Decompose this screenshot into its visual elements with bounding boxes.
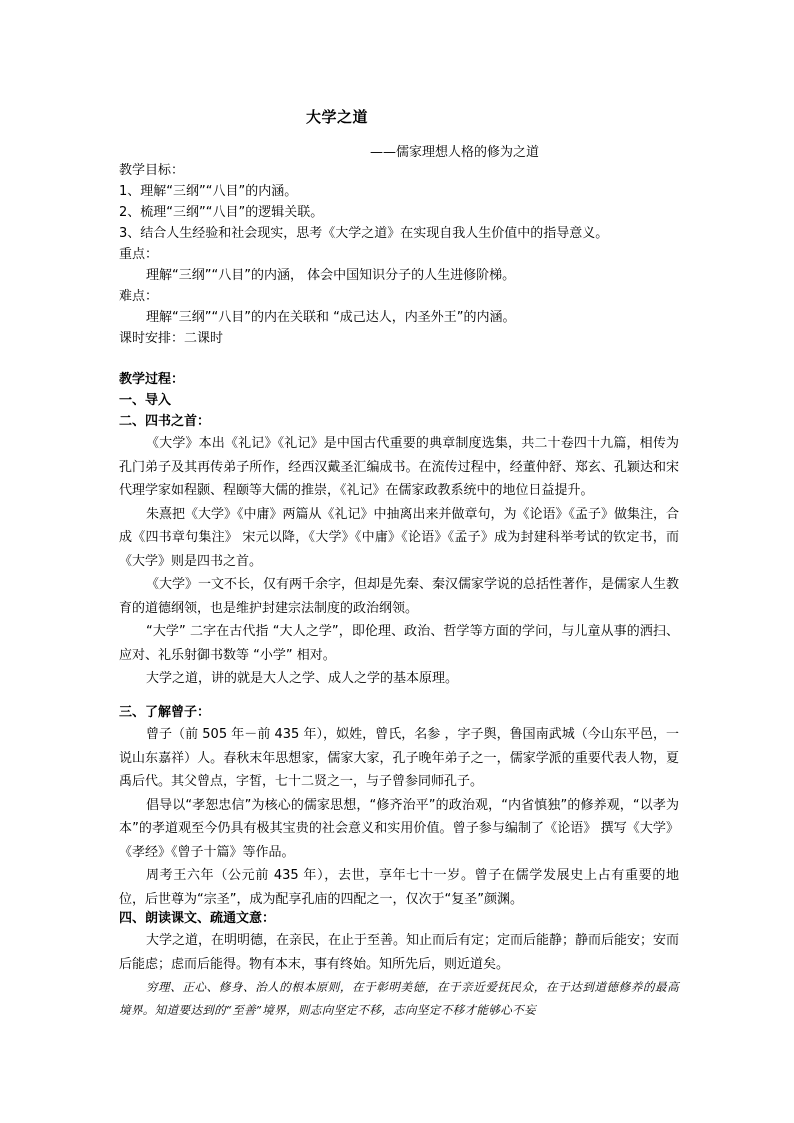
section4-block (119, 908, 679, 1022)
objectives-block (119, 160, 679, 349)
paragraph: 倡导以“孝恕忠信”为核心的儒家思想，“修齐治平”的政治观，“内省慎独”的修养观，“以孝为本”的孝道观至今仍具有极其宝贵的社会意义和实用价值。曾子参与编制了《论语》 撰写《大学》《孝经》《曾子十篇》等作品。 (119, 797, 679, 860)
paragraph: 大学之道，讲的就是大人之学、成人之学的基本原理。 (146, 671, 459, 686)
section-heading: 三、了解曾子： (119, 705, 211, 720)
paragraph: 周考王六年（公元前 435 年），去世，享年七十一岁。曾子在儒学发展史上占有重要的地位，后世尊为“宗圣”，成为配享孔庙的四配之一，仅次于“复圣”颜渊。 (119, 868, 679, 907)
difficulty-heading: 难点： (119, 289, 159, 304)
paragraph: 《大学》一文不长，仅有两千余字，但却是先秦、秦汉儒家学说的总括性著作，是儒家人生教育的道德纲领，也是维护封建宗法制度的政治纲领。 (119, 577, 680, 616)
schedule-text: 课时安排：二课时 (119, 331, 224, 346)
objective-item: 3、结合人生经验和社会现实，思考《大学之道》在实现自我人生价值中的指导意义。 (119, 226, 609, 241)
objective-item: 1、理解“三纲”“八目”的内涵。 (119, 184, 298, 199)
section-heading: 四、朗读课文、疏通文意： (119, 911, 276, 926)
document-subtitle: ——儒家理想人格的修为之道 (370, 145, 540, 160)
paragraph: 大学之道，在明明德，在亲民，在止于至善。知止而后有定；定而后能静；静而后能安；安而后能虑；虑而后能得。物有本末，事有终始。知所先后，则近道矣。 (119, 933, 680, 972)
paragraph: 曾子（前 505 年－前 435 年），姒姓，曾氏，名参 ，字子舆，鲁国南武城（今山东平邑，一说山东嘉祥）人。春秋末年思想家，儒家大家，孔子晚年弟子之一，儒家学派的重要代表人物，夏禹后代。其父曾点，字皙，七十二贤之一，与子曾参同师孔子。 (119, 727, 679, 789)
paragraph: “大学” 二字在古代指 “大人之学”，即伦理、政治、哲学等方面的学问，与儿童从事的洒扫、应对、礼乐射御书数等 “小学” 相对。 (119, 624, 679, 663)
key-text: 理解“三纲”“八目”的内涵， 体会中国知识分子的人生进修阶梯。 (146, 268, 516, 283)
document-title: 大学之道 (306, 108, 369, 126)
section3-block (119, 702, 679, 911)
paragraph: 《大学》本出《礼记》《礼记》是中国古代重要的典章制度选集，共二十卷四十九篇，相传为孔门弟子及其再传弟子所作，经西汉戴圣汇编成书。在流传过程中，经董仲舒、郑玄、孔颖达和宋代理学家如程颢、程颐等大儒的推崇，《礼记》在儒家政教系统中的地位日益提升。 (119, 436, 679, 498)
objective-item: 2、梳理“三纲”“八目”的逻辑关联。 (119, 205, 324, 220)
objectives-heading: 教学目标： (119, 163, 185, 178)
process-block (119, 369, 679, 691)
section-heading: 二、四书之首： (119, 414, 211, 429)
key-heading: 重点： (119, 247, 159, 262)
difficulty-text: 理解“三纲”“八目”的内在关联和 “成己达人，内圣外王”的内涵。 (146, 310, 516, 325)
translation-paragraph: 穷理、正心、修身、治人的根本原则，在于彰明美德，在于亲近爱抚民众，在于达到道德修养的最高境界。知道要达到的“至善”境界，则志向坚定不移，志向坚定不移才能够心不妄 (119, 980, 679, 1017)
paragraph: 朱熹把《大学》《中庸》两篇从《礼记》中抽离出来并做章句，为《论语》《孟子》做集注，合成《四书章句集注》 宋元以降，《大学》《中庸》《论语》《孟子》成为封建科举考试的钦定书，而《大学》则是四书之首。 (119, 506, 680, 569)
process-heading: 教学过程： (119, 372, 185, 387)
section-heading: 一、导入 (119, 393, 172, 408)
